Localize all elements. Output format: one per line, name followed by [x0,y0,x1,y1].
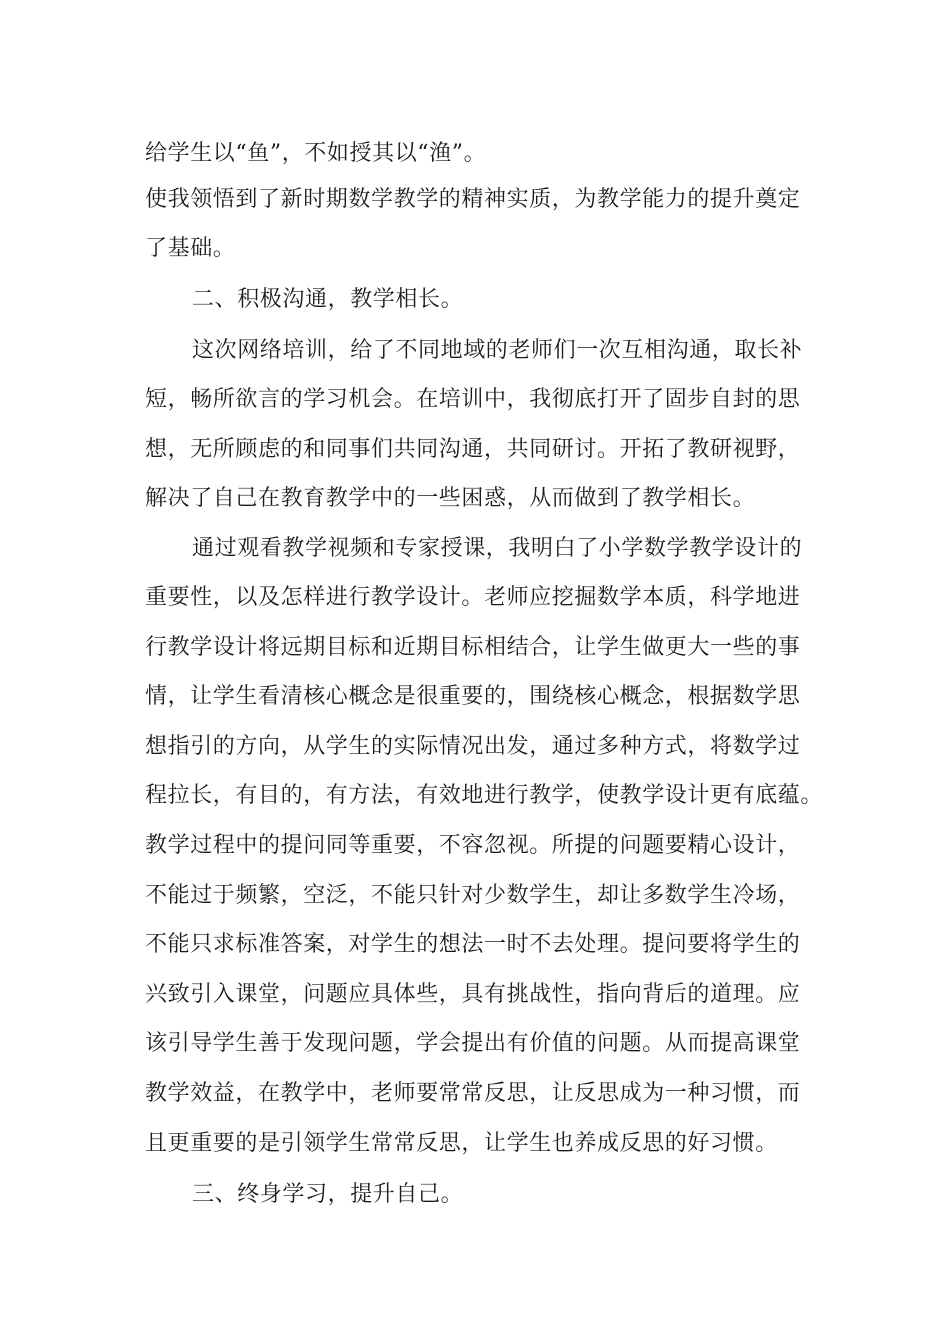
text-line: 情，让学生看清核心概念是很重要的，围绕核心概念，根据数学思 [145,684,801,709]
text-line: 程拉长，有目的，有方法，有效地进行教学，使教学设计更有底蕴。 [145,783,824,808]
text-line: 不能只求标准答案，对学生的想法一时不去处理。提问要将学生的 [145,932,801,957]
section-heading: 二、积极沟通，教学相长。 [192,287,464,312]
text-line: 解决了自己在教育教学中的一些困惑，从而做到了教学相长。 [145,486,756,511]
paragraph-first-line: 通过观看教学视频和专家授课，我明白了小学数学教学设计的 [192,536,803,561]
text-line: 想，无所顾虑的和同事们共同沟通，共同研讨。开拓了教研视野， [145,437,801,462]
section-heading: 三、终身学习，提升自己。 [192,1182,464,1207]
text-line: 了基础。 [145,236,236,261]
text-line: 给学生以“鱼”，不如授其以“渔”。 [145,141,487,166]
text-line: 使我领悟到了新时期数学教学的精神实质，为教学能力的提升奠定 [145,187,801,212]
text-line: 该引导学生善于发现问题，学会提出有价值的问题。从而提高课堂 [145,1031,801,1056]
text-line: 教学过程中的提问同等重要，不容忽视。所提的问题要精心设计， [145,833,801,858]
text-line: 不能过于频繁，空泛，不能只针对少数学生，却让多数学生冷场， [145,883,801,908]
text-line: 兴致引入课堂，问题应具体些，具有挑战性，指向背后的道理。应 [145,982,801,1007]
text-line: 重要性，以及怎样进行教学设计。老师应挖掘数学本质，科学地进 [145,585,801,610]
text-line: 且更重要的是引领学生常常反思，让学生也养成反思的好习惯。 [145,1131,778,1156]
text-line: 教学效益，在教学中，老师要常常反思，让反思成为一种习惯，而 [145,1081,801,1106]
text-line: 短，畅所欲言的学习机会。在培训中，我彻底打开了固步自封的思 [145,387,801,412]
text-line: 行教学设计将远期目标和近期目标相结合，让学生做更大一些的事 [145,635,801,660]
text-line: 想指引的方向，从学生的实际情况出发，通过多种方式，将数学过 [145,734,801,759]
paragraph-first-line: 这次网络培训，给了不同地域的老师们一次互相沟通，取长补 [192,338,803,363]
